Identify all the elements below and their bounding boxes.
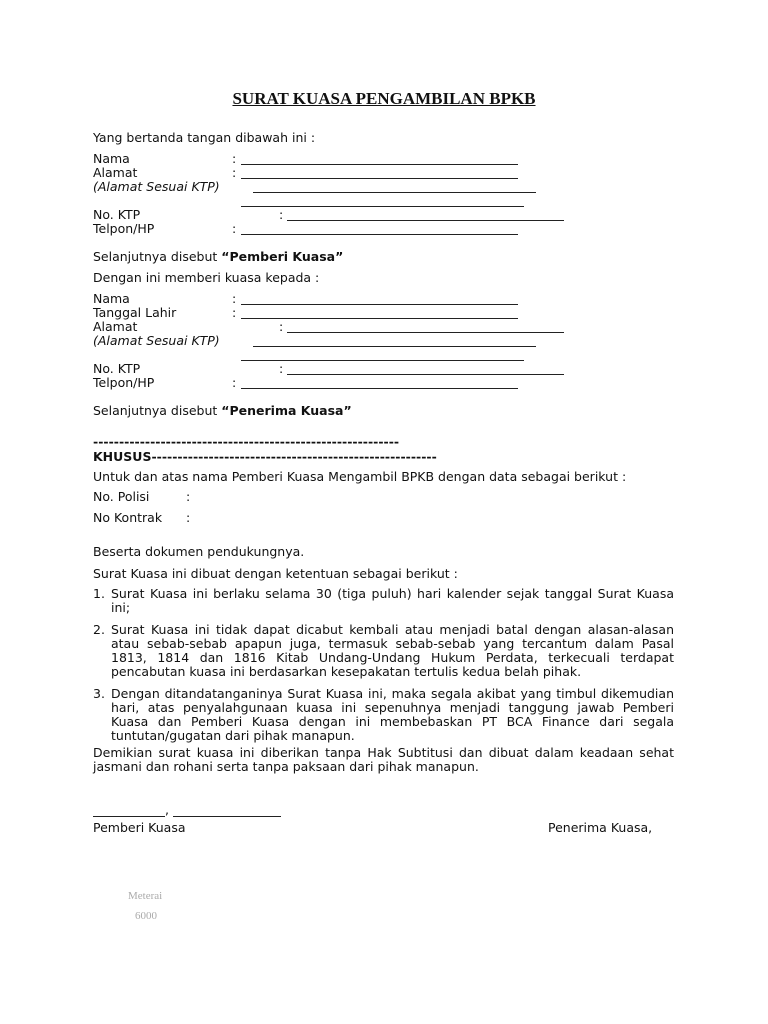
terms-intro: Surat Kuasa ini dibuat dengan ketentuan sebagai berikut : — [93, 566, 458, 581]
giver-reference-prefix: Selanjutnya disebut — [93, 249, 222, 264]
date-field[interactable] — [173, 816, 281, 817]
giver-alamat-label: Alamat — [93, 165, 138, 180]
supporting-docs-text: Beserta dokumen pendukungnya. — [93, 544, 305, 559]
term-number: 3. — [93, 686, 105, 701]
signer-left-label: Pemberi Kuasa — [93, 820, 186, 835]
receiver-alamat-colon: : — [279, 319, 284, 334]
term-number: 2. — [93, 622, 105, 637]
giver-reference-name: “Pemberi Kuasa” — [221, 249, 344, 264]
giver-alamat-field-2[interactable] — [253, 192, 536, 193]
kontrak-colon: : — [186, 510, 191, 525]
receiver-reference-prefix: Selanjutnya disebut — [93, 403, 222, 418]
receiver-alamat-label: Alamat — [93, 319, 138, 334]
receiver-telp-field[interactable] — [241, 388, 518, 389]
receiver-alamat-field[interactable] — [287, 332, 564, 333]
purpose-text: Untuk dan atas nama Pemberi Kuasa Mengambil BPKB dengan data sebagai berikut : — [93, 469, 627, 484]
kontrak-label: No Kontrak — [93, 510, 163, 525]
receiver-telp-colon: : — [232, 375, 237, 390]
giver-ktp-colon: : — [279, 207, 284, 222]
term-text: Surat Kuasa ini tidak dapat dicabut kembali atau menjadi batal dengan alasan-alasan atau sebab-sebab apapun juga, termasuk sebab-sebab yang tercantum dalam Pasal 1813, 1814 dan 1816 Kitab Undang-Undang Hukum Perdata, terkecuali terdapat pencabutan kuasa ini berdasarkan kesepakatan tertulis kedua belah pihak. — [111, 622, 674, 679]
meterai-label: Meterai — [128, 890, 163, 902]
document-title: SURAT KUASA PENGAMBILAN BPKB — [232, 89, 536, 108]
receiver-lahir-colon: : — [232, 305, 237, 320]
giver-alamat-field-3[interactable] — [241, 206, 524, 207]
receiver-alamat-field-2[interactable] — [253, 346, 536, 347]
giver-nama-field[interactable] — [241, 164, 518, 165]
giver-reference — [93, 250, 343, 264]
giver-alamat-colon: : — [232, 165, 237, 180]
receiver-nama-field[interactable] — [241, 304, 518, 305]
term-number: 1. — [93, 586, 105, 601]
receiver-nama-label: Nama — [93, 291, 130, 306]
intro-text: Yang bertanda tangan dibawah ini : — [93, 130, 316, 145]
receiver-lahir-label: Tanggal Lahir — [93, 305, 177, 320]
giver-telp-field[interactable] — [241, 234, 518, 235]
receiver-alamat-field-3[interactable] — [241, 360, 524, 361]
receiver-ktp-label: No. KTP — [93, 361, 141, 376]
list-item — [93, 687, 674, 743]
receiver-nama-colon: : — [232, 291, 237, 306]
receiver-reference-name: “Penerima Kuasa” — [221, 403, 352, 418]
dash-divider: ----------------------------------------------------------- — [93, 434, 400, 449]
giver-telp-label: Telpon/HP — [93, 221, 155, 236]
signer-right-label: Penerima Kuasa, — [548, 820, 653, 835]
polisi-colon: : — [186, 489, 191, 504]
term-text: Surat Kuasa ini berlaku selama 30 (tiga puluh) hari kalender sejak tanggal Surat Kuasa ini; — [111, 586, 674, 615]
receiver-ktp-colon: : — [279, 361, 284, 376]
place-date-separator: , — [165, 802, 169, 817]
term-text: Dengan ditandatanganinya Surat Kuasa ini, maka segala akibat yang timbul dikemudian hari, atas penyalahgunaan kuasa ini sepenuhnya menjadi tanggung jawab Pemberi Kuasa dan Pemberi Kuasa dengan ini membebaskan PT BCA Finance dari segala tuntutan/gugatan dari pihak manapun. — [111, 686, 674, 743]
giver-alamat-field[interactable] — [241, 178, 518, 179]
giver-ktp-label: No. KTP — [93, 207, 141, 222]
grant-text: Dengan ini memberi kuasa kepada : — [93, 270, 320, 285]
closing-paragraph: Demikian surat kuasa ini diberikan tanpa Hak Subtitusi dan dibuat dalam keadaan sehat jasmani dan rohani serta tanpa paksaan dari pihak manapun. — [93, 745, 674, 774]
receiver-alamat-note: (Alamat Sesuai KTP) — [93, 333, 220, 348]
list-item — [93, 623, 674, 679]
giver-telp-colon: : — [232, 221, 237, 236]
giver-alamat-note: (Alamat Sesuai KTP) — [93, 179, 220, 194]
terms-list — [93, 587, 674, 743]
polisi-label: No. Polisi — [93, 489, 150, 504]
giver-nama-label: Nama — [93, 151, 130, 166]
giver-ktp-field[interactable] — [287, 220, 564, 221]
place-field[interactable] — [93, 816, 165, 817]
receiver-ktp-field[interactable] — [287, 374, 564, 375]
khusus-heading: KHUSUS------------------------------------------------------- — [93, 449, 437, 464]
receiver-telp-label: Telpon/HP — [93, 375, 155, 390]
giver-nama-colon: : — [232, 151, 237, 166]
meterai-value: 6000 — [135, 910, 157, 922]
receiver-reference — [93, 404, 352, 418]
list-item — [93, 587, 674, 615]
